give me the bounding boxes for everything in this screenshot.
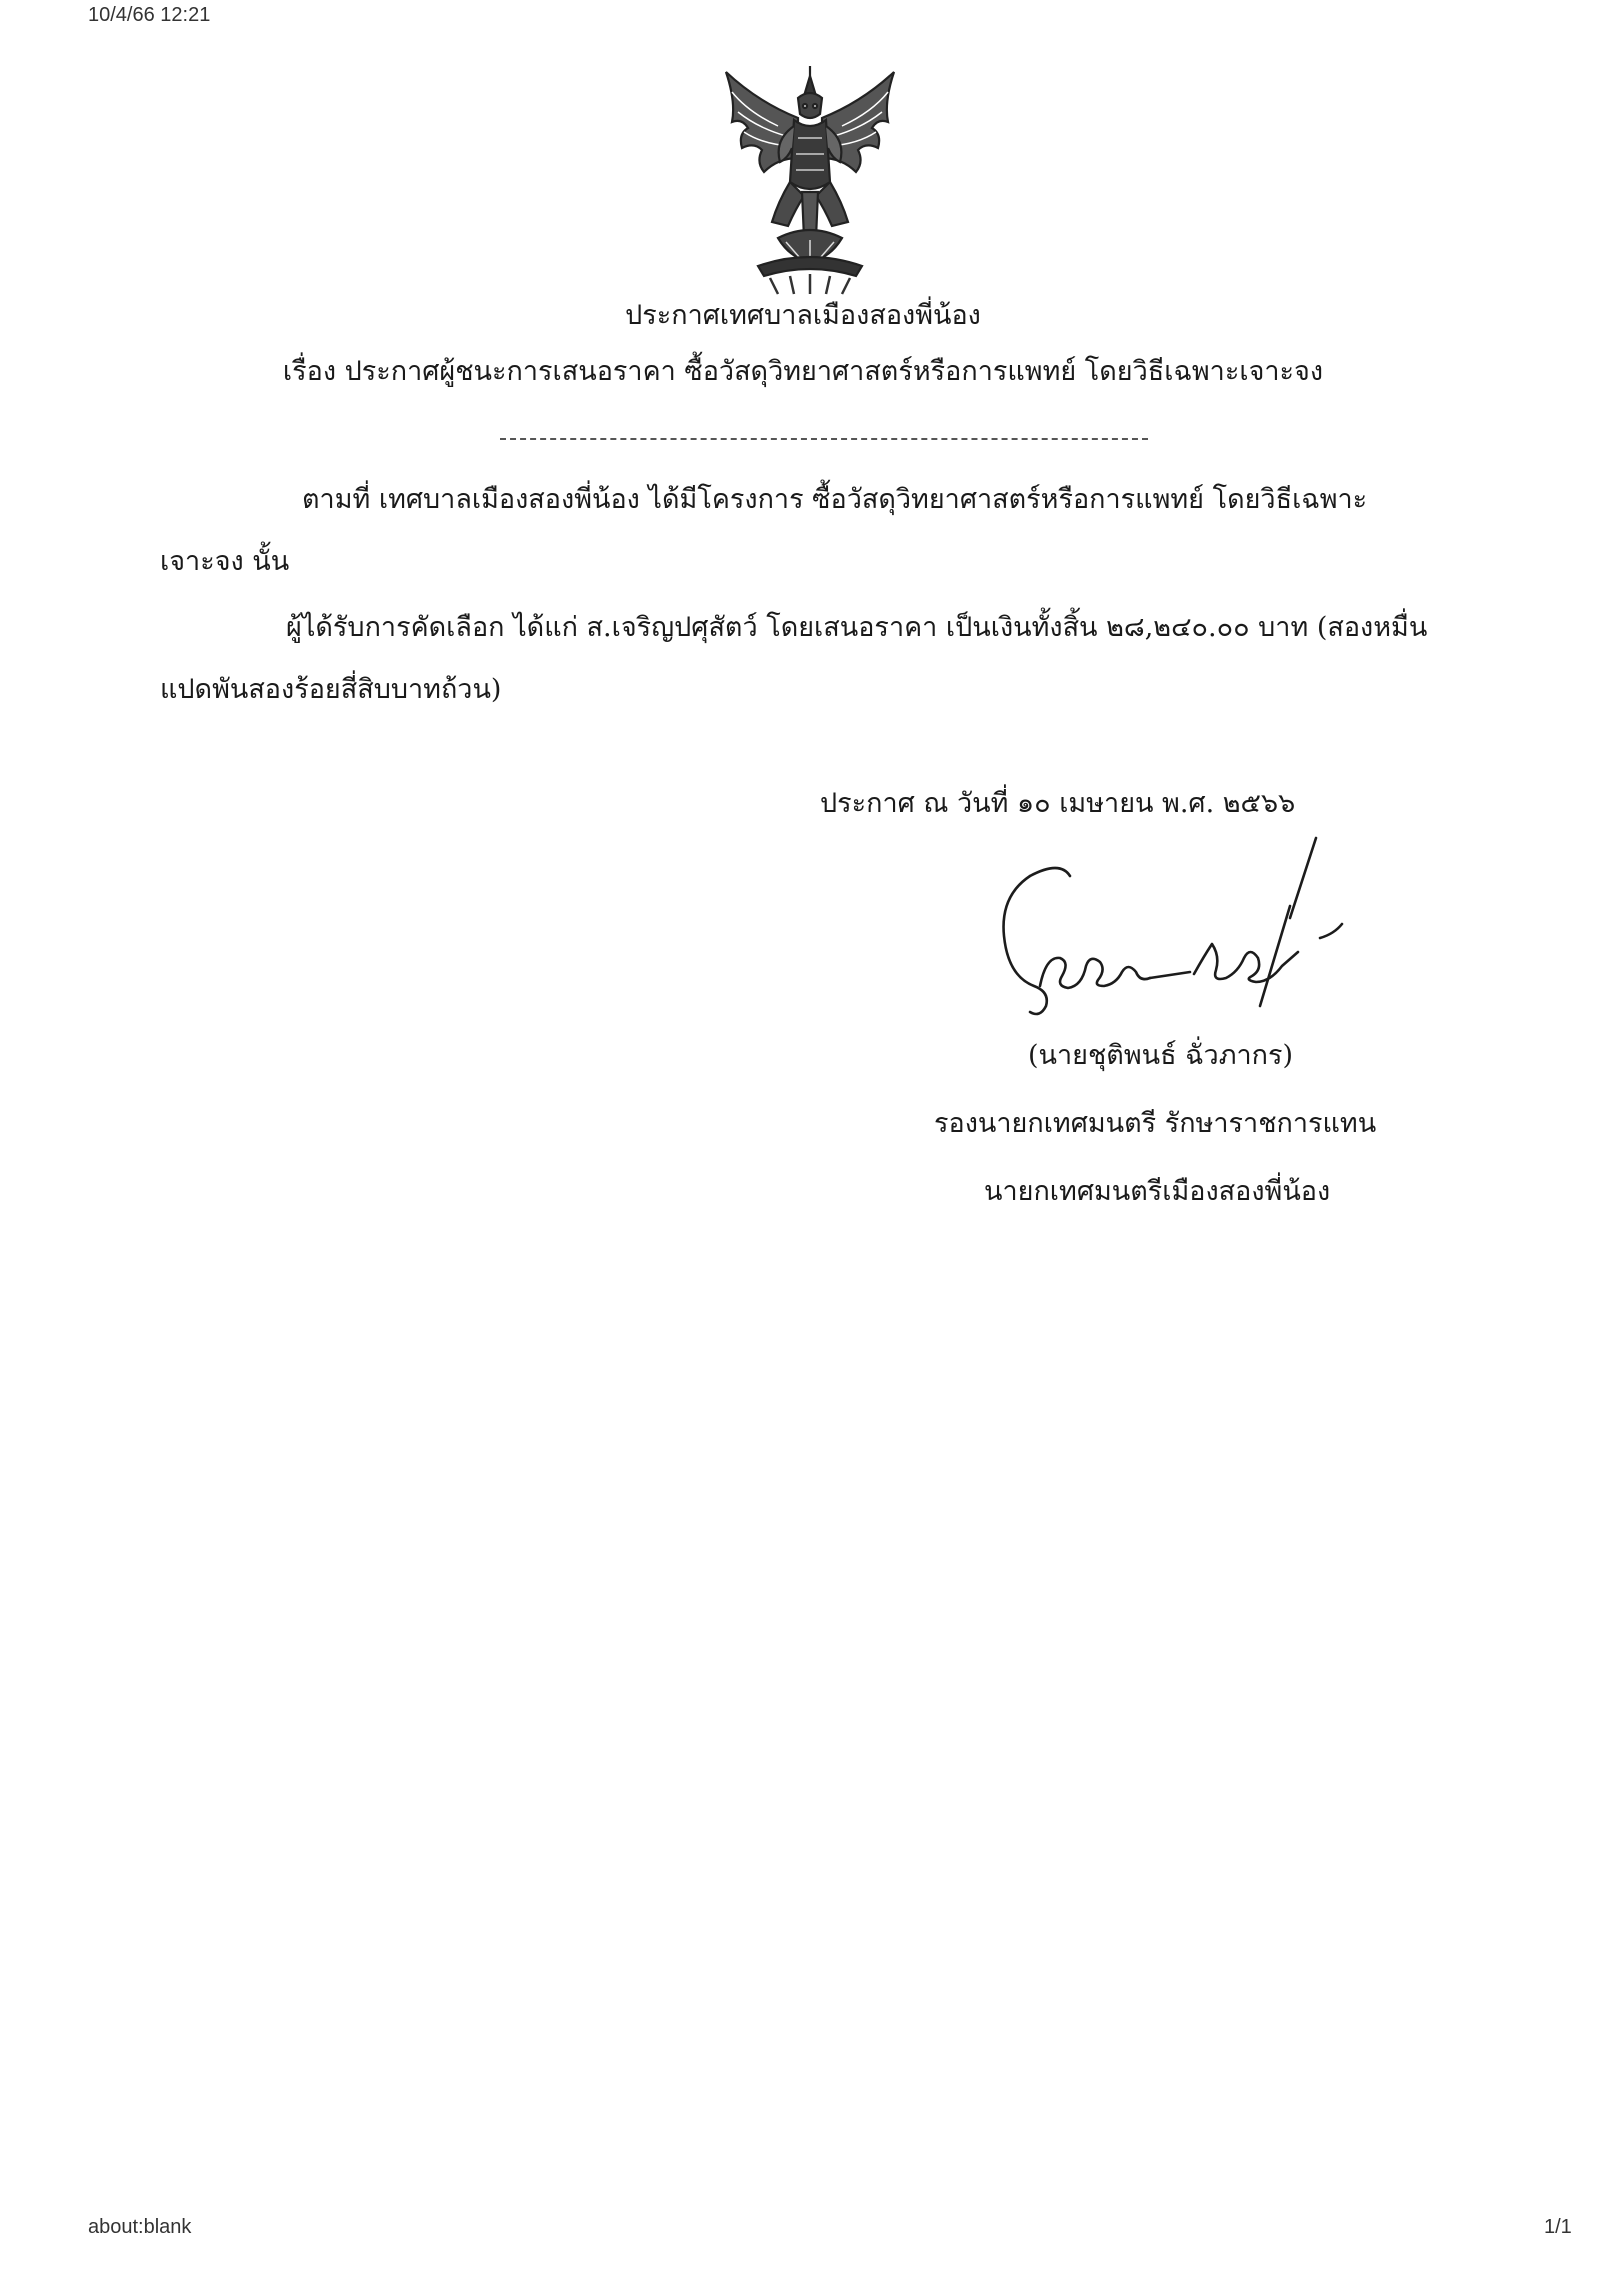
handwritten-signature [990,836,1370,1026]
garuda-emblem-icon [718,62,902,300]
announcement-date: ประกาศ ณ วันที่ ๑๐ เมษายน พ.ศ. ๒๕๖๖ [820,788,1296,819]
print-timestamp: 10/4/66 12:21 [88,4,211,26]
paragraph-2-line-2: แปดพันสองร้อยสี่สิบบาทถ้วน) [160,674,502,705]
signer-position-2: นายกเทศมนตรีเมืองสองพี่น้อง [984,1176,1331,1207]
signer-name: (นายชุติพนธ์ ฉั่วภากร) [1028,1040,1294,1071]
paragraph-1-line-1: ตามที่ เทศบาลเมืองสองพี่น้อง ได้มีโครงการ ซื้อวัสดุวิทยาศาสตร์หรือการแพทย์ โดยวิธีเฉพาะ [302,484,1368,515]
paragraph-2-line-1: ผู้ได้รับการคัดเลือก ได้แก่ ส.เจริญปศุสัตว์ โดยเสนอราคา เป็นเงินทั้งสิ้น ๒๘,๒๔๐.๐๐ บาท (สองหมื่น [286,612,1428,643]
paragraph-1-line-2: เจาะจง นั้น [160,546,290,577]
print-page-number: 1/1 [1544,2216,1572,2238]
document-subject: เรื่อง ประกาศผู้ชนะการเสนอราคา ซื้อวัสดุวิทยาศาสตร์หรือการแพทย์ โดยวิธีเฉพาะเจาะจง [282,356,1324,387]
document-title: ประกาศเทศบาลเมืองสองพี่น้อง [625,300,981,331]
divider-line [500,438,1148,440]
print-url: about:blank [88,2216,192,2238]
signer-position-1: รองนายกเทศมนตรี รักษาราชการแทน [934,1108,1377,1139]
